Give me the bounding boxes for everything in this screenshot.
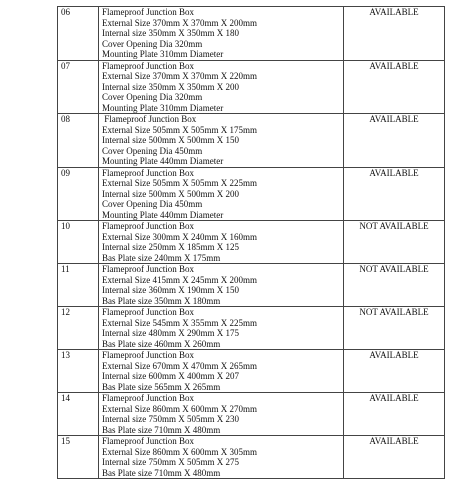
description-line: Internal size 350mm X 350mm X 180 bbox=[102, 28, 239, 38]
availability-status: AVAILABLE bbox=[344, 350, 445, 393]
description-line: Flameproof Junction Box bbox=[102, 167, 194, 178]
table-row bbox=[58, 221, 445, 264]
item-description bbox=[99, 264, 344, 307]
description-line: Flameproof Junction Box bbox=[102, 350, 194, 360]
item-number: 07 bbox=[58, 60, 99, 114]
description-line: Bas Plate size 460mm X 260mm bbox=[102, 338, 221, 349]
description-line: Flameproof Junction Box bbox=[102, 264, 194, 274]
table-row bbox=[58, 167, 445, 221]
item-description bbox=[99, 114, 344, 168]
description-line: Cover Opening Dia 320mm bbox=[102, 38, 203, 49]
description-line: Flameproof Junction Box bbox=[102, 221, 194, 231]
item-number: 06 bbox=[58, 7, 99, 61]
description-line: External Size 860mm X 600mm X 270mm bbox=[102, 403, 257, 414]
description-line: Cover Opening Dia 450mm bbox=[102, 145, 203, 156]
description-line: Flameproof Junction Box bbox=[102, 436, 194, 446]
item-number: 12 bbox=[58, 307, 99, 350]
description-line: External Size 670mm X 470mm X 265mm bbox=[102, 360, 257, 371]
table-row bbox=[58, 114, 445, 168]
description-line: Internal size 250mm X 185mm X 125 bbox=[102, 242, 239, 252]
availability-status: AVAILABLE bbox=[344, 436, 445, 479]
item-number: 14 bbox=[58, 393, 99, 436]
item-description bbox=[99, 307, 344, 350]
description-line: Internal size 350mm X 350mm X 200 bbox=[102, 81, 239, 92]
description-line: Flameproof Junction Box bbox=[102, 114, 197, 124]
item-number: 13 bbox=[58, 350, 99, 393]
table-row bbox=[58, 350, 445, 393]
description-line: Cover Opening Dia 320mm bbox=[102, 92, 203, 102]
description-line: Flameproof Junction Box bbox=[102, 393, 194, 403]
description-line: Internal size 750mm X 505mm X 230 bbox=[102, 414, 239, 424]
description-line: External Size 860mm X 600mm X 305mm bbox=[102, 446, 257, 457]
description-line: Internal size 500mm X 500mm X 200 bbox=[102, 188, 239, 199]
table-row bbox=[58, 393, 445, 436]
description-line: Mounting Plate 440mm Diameter bbox=[102, 156, 224, 166]
availability-status: NOT AVAILABLE bbox=[344, 307, 445, 350]
availability-status: AVAILABLE bbox=[344, 60, 445, 114]
item-number: 09 bbox=[58, 167, 99, 221]
description-line: Internal size 500mm X 500mm X 150 bbox=[102, 135, 239, 145]
description-line: Internal size 750mm X 505mm X 275 bbox=[102, 457, 239, 467]
table-row bbox=[58, 436, 445, 479]
description-line: Internal size 600mm X 400mm X 207 bbox=[102, 371, 239, 381]
description-line: External Size 300mm X 240mm X 160mm bbox=[102, 231, 257, 242]
item-description bbox=[99, 60, 344, 114]
description-line: Bas Plate size 350mm X 180mm bbox=[102, 295, 221, 306]
description-line: Bas Plate size 710mm X 480mm bbox=[102, 467, 221, 478]
description-line: Flameproof Junction Box bbox=[102, 60, 194, 71]
description-line: External Size 505mm X 505mm X 175mm bbox=[102, 124, 257, 135]
description-line: External Size 545mm X 355mm X 225mm bbox=[102, 317, 257, 328]
description-line: Mounting Plate 310mm Diameter bbox=[102, 102, 224, 113]
description-line: Internal size 360mm X 190mm X 150 bbox=[102, 285, 239, 295]
table-row bbox=[58, 307, 445, 350]
item-number: 11 bbox=[58, 264, 99, 307]
availability-status: AVAILABLE bbox=[344, 114, 445, 168]
item-description bbox=[99, 221, 344, 264]
item-number: 15 bbox=[58, 436, 99, 479]
item-number: 08 bbox=[58, 114, 99, 168]
table-row bbox=[58, 264, 445, 307]
availability-status: AVAILABLE bbox=[344, 7, 445, 61]
item-description bbox=[99, 7, 344, 61]
availability-status: AVAILABLE bbox=[344, 393, 445, 436]
description-line: Bas Plate size 240mm X 175mm bbox=[102, 252, 221, 263]
description-line: Bas Plate size 710mm X 480mm bbox=[102, 424, 221, 435]
item-description bbox=[99, 393, 344, 436]
description-line: Cover Opening Dia 450mm bbox=[102, 199, 203, 209]
description-line: External Size 370mm X 370mm X 220mm bbox=[102, 71, 257, 81]
item-description bbox=[99, 436, 344, 479]
description-line: Mounting Plate 310mm Diameter bbox=[102, 49, 224, 59]
description-line: Bas Plate size 565mm X 265mm bbox=[102, 381, 221, 392]
description-line: External Size 505mm X 505mm X 225mm bbox=[102, 178, 257, 188]
description-line: Mounting Plate 440mm Diameter bbox=[102, 209, 224, 220]
item-number: 10 bbox=[58, 221, 99, 264]
table-row bbox=[58, 7, 445, 61]
description-line: External Size 415mm X 245mm X 200mm bbox=[102, 274, 257, 285]
item-description bbox=[99, 350, 344, 393]
description-line: Flameproof Junction Box bbox=[102, 7, 194, 17]
junction-box-table bbox=[57, 6, 445, 479]
description-line: Internal size 480mm X 290mm X 175 bbox=[102, 328, 239, 338]
table-row bbox=[58, 60, 445, 114]
description-line: External Size 370mm X 370mm X 200mm bbox=[102, 17, 257, 28]
item-description bbox=[99, 167, 344, 221]
availability-status: NOT AVAILABLE bbox=[344, 221, 445, 264]
availability-status: NOT AVAILABLE bbox=[344, 264, 445, 307]
description-line: Flameproof Junction Box bbox=[102, 307, 194, 317]
availability-status: AVAILABLE bbox=[344, 167, 445, 221]
